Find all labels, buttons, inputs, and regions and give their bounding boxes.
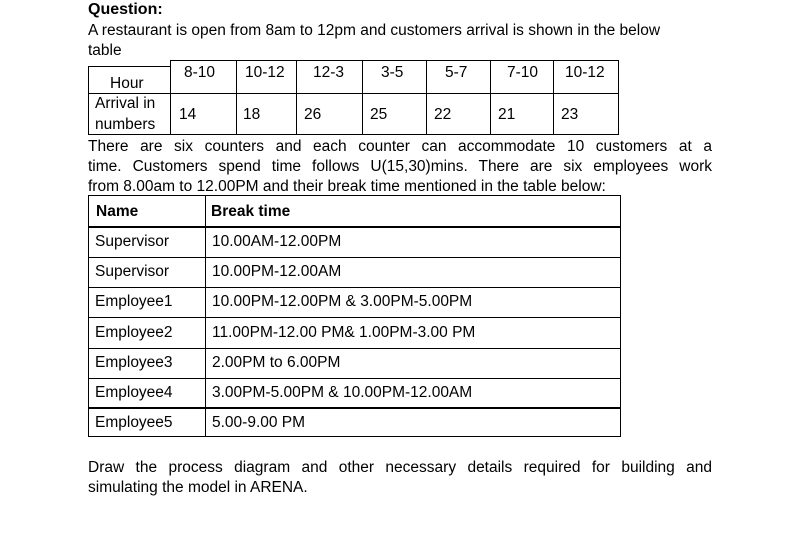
arrival-cell: 22	[434, 106, 452, 123]
hour-label: Hour	[110, 75, 144, 92]
employee-name: Supervisor	[95, 233, 170, 250]
employee-name: Employee3	[95, 354, 173, 371]
paragraph-line: time. Customers spend time follows U(15,30)mins. There are six employees work	[88, 158, 712, 175]
break-time: 2.00PM to 6.00PM	[212, 354, 341, 371]
question-heading: Question:	[88, 1, 163, 18]
closing-instruction	[88, 458, 712, 498]
hour-cell: 5-7	[445, 64, 468, 81]
name-header: Name	[96, 203, 139, 220]
intro-line: A restaurant is open from 8am to 12pm and customers arrival is shown in the below	[88, 22, 661, 39]
arrival-cell: 14	[179, 106, 197, 123]
break-time: 10.00PM-12.00AM	[212, 263, 342, 280]
arrival-cell: 26	[304, 106, 322, 123]
hour-cell: 10-12	[565, 64, 605, 81]
break-time: 11.00PM-12.00 PM& 1.00PM-3.00 PM	[212, 324, 476, 341]
employee-name: Employee1	[95, 293, 173, 310]
arrival-cell: 25	[370, 106, 388, 123]
hour-cell: 8-10	[184, 64, 216, 81]
arrival-label: Arrival in	[95, 95, 156, 112]
arrival-cell: 21	[498, 106, 516, 123]
arrival-label: numbers	[95, 116, 156, 133]
arrival-table	[88, 60, 619, 135]
hour-cell: 12-3	[313, 64, 345, 81]
intro-text	[88, 21, 728, 61]
hour-cell: 3-5	[381, 64, 404, 81]
break-time: 10.00AM-12.00PM	[212, 233, 342, 250]
hour-cell: 10-12	[245, 64, 285, 81]
arrival-cell: 18	[243, 106, 261, 123]
break-time-table	[88, 195, 621, 437]
employee-name: Employee4	[95, 384, 173, 401]
closing-line: simulating the model in ARENA.	[88, 479, 308, 496]
intro-line: table	[88, 42, 122, 59]
employee-name: Employee5	[95, 414, 173, 431]
break-time: 10.00PM-12.00PM & 3.00PM-5.00PM	[212, 293, 473, 310]
paragraph-line: from 8.00am to 12.00PM and their break time mentioned in the table below:	[88, 178, 606, 195]
paragraph-line: There are six counters and each counter can accommodate 10 customers at a	[88, 138, 712, 155]
description-paragraph	[88, 137, 712, 197]
break-time: 3.00PM-5.00PM & 10.00PM-12.00AM	[212, 384, 473, 401]
break-time: 5.00-9.00 PM	[212, 414, 306, 431]
employee-name: Employee2	[95, 324, 173, 341]
employee-name: Supervisor	[95, 263, 170, 280]
arrival-cell: 23	[561, 106, 579, 123]
hour-cell: 7-10	[507, 64, 539, 81]
closing-line: Draw the process diagram and other necessary details required for building and	[88, 459, 712, 476]
break-header: Break time	[211, 203, 291, 220]
